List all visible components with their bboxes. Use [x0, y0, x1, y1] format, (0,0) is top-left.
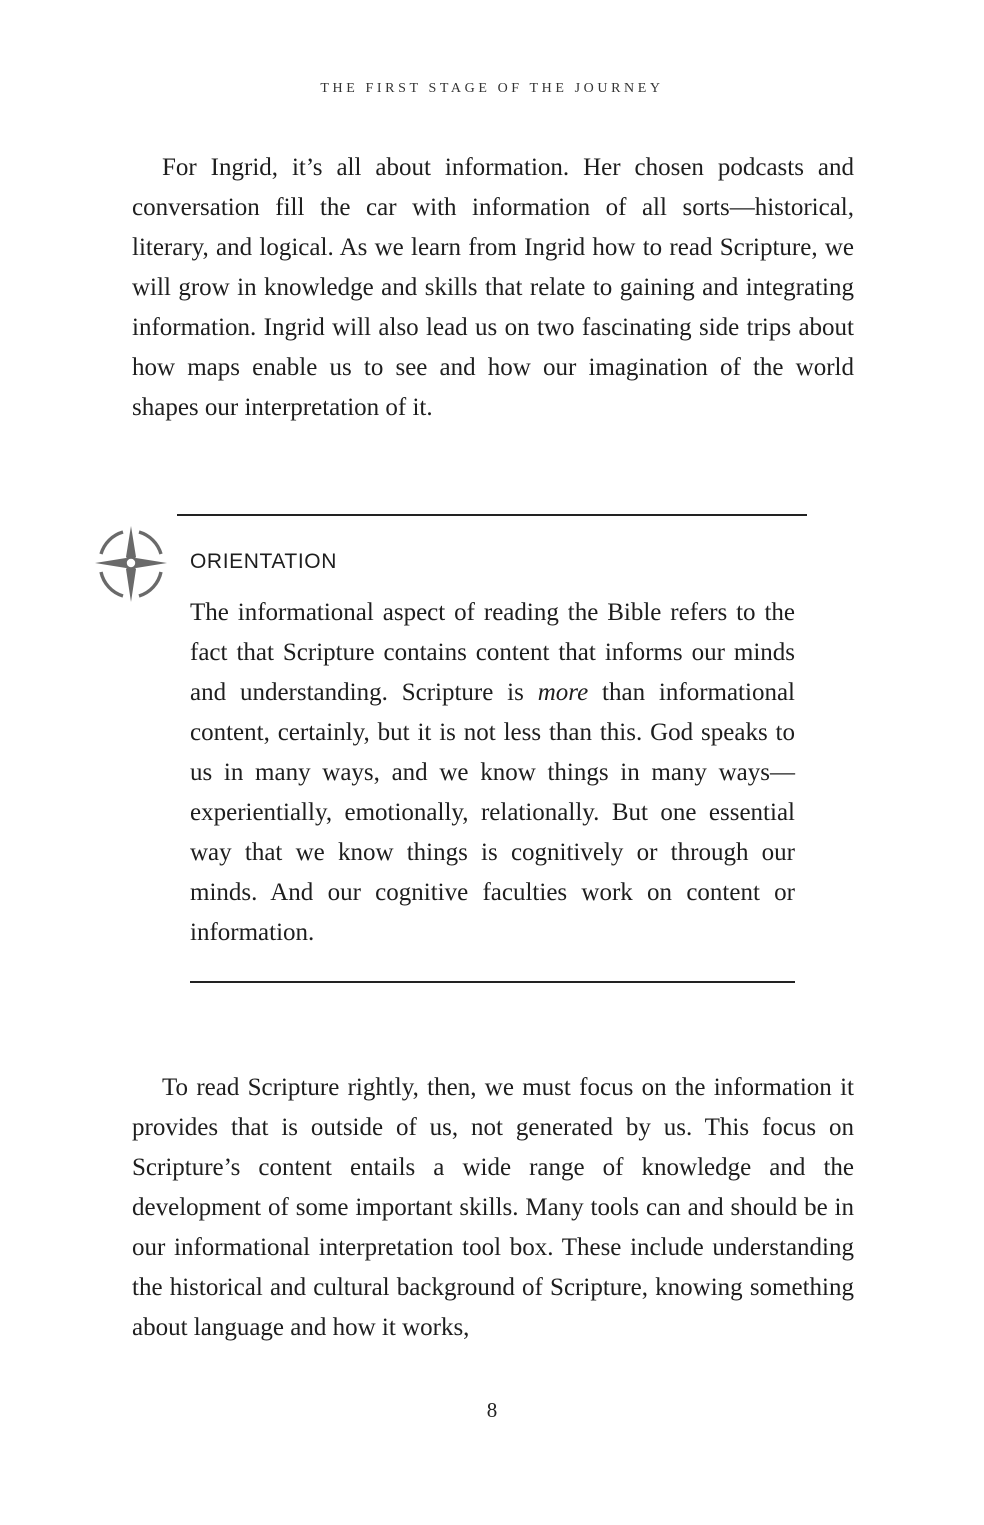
page-number: 8: [486, 1398, 498, 1422]
sidebar-body-text-1: The informational aspect of reading the Bible refers to the fact that Scripture contains content that informs our minds and understanding. Scripture is: [190, 599, 795, 706]
sidebar-body-text-2: than informational content, certainly, but it is not less than this. God speaks to us in many ways, and we know things in many ways—experientially, emotionally, relationally. But one essential way that we know things is cognitively or through our minds. And our cognitive faculties work on content or information.: [190, 679, 795, 946]
body-paragraph-closing: To read Scripture rightly, then, we must focus on the information it provides that is outside of us, not generated by us. This focus on Scripture’s content entails a wide range of knowledge and the development of some important skills. Many tools can and should be in our informational interpretation tool box. These include understanding the historical and cultural background of Scripture, knowing something about language and how it works,: [132, 1074, 854, 1341]
body-paragraph-intro: For Ingrid, it’s all about information. Her chosen podcasts and conversation fill the car with information of all sorts—historical, literary, and logical. As we learn from Ingrid how to read Scripture, we will grow in knowledge and skills that relate to gaining and integrating information. Ingrid will also lead us on two fascinating side trips about how maps enable us to see and how our imagination of the world shapes our interpretation of it.: [132, 154, 854, 421]
sidebar-top-rule: [177, 514, 807, 516]
sidebar-bottom-rule: [190, 981, 795, 983]
sidebar-body: [190, 593, 795, 953]
sidebar-body-emphasis: more: [537, 679, 589, 706]
compass-icon: [93, 524, 169, 604]
sidebar-heading: ORIENTATION: [190, 550, 337, 573]
running-head: THE FIRST STAGE OF THE JOURNEY: [320, 81, 664, 96]
